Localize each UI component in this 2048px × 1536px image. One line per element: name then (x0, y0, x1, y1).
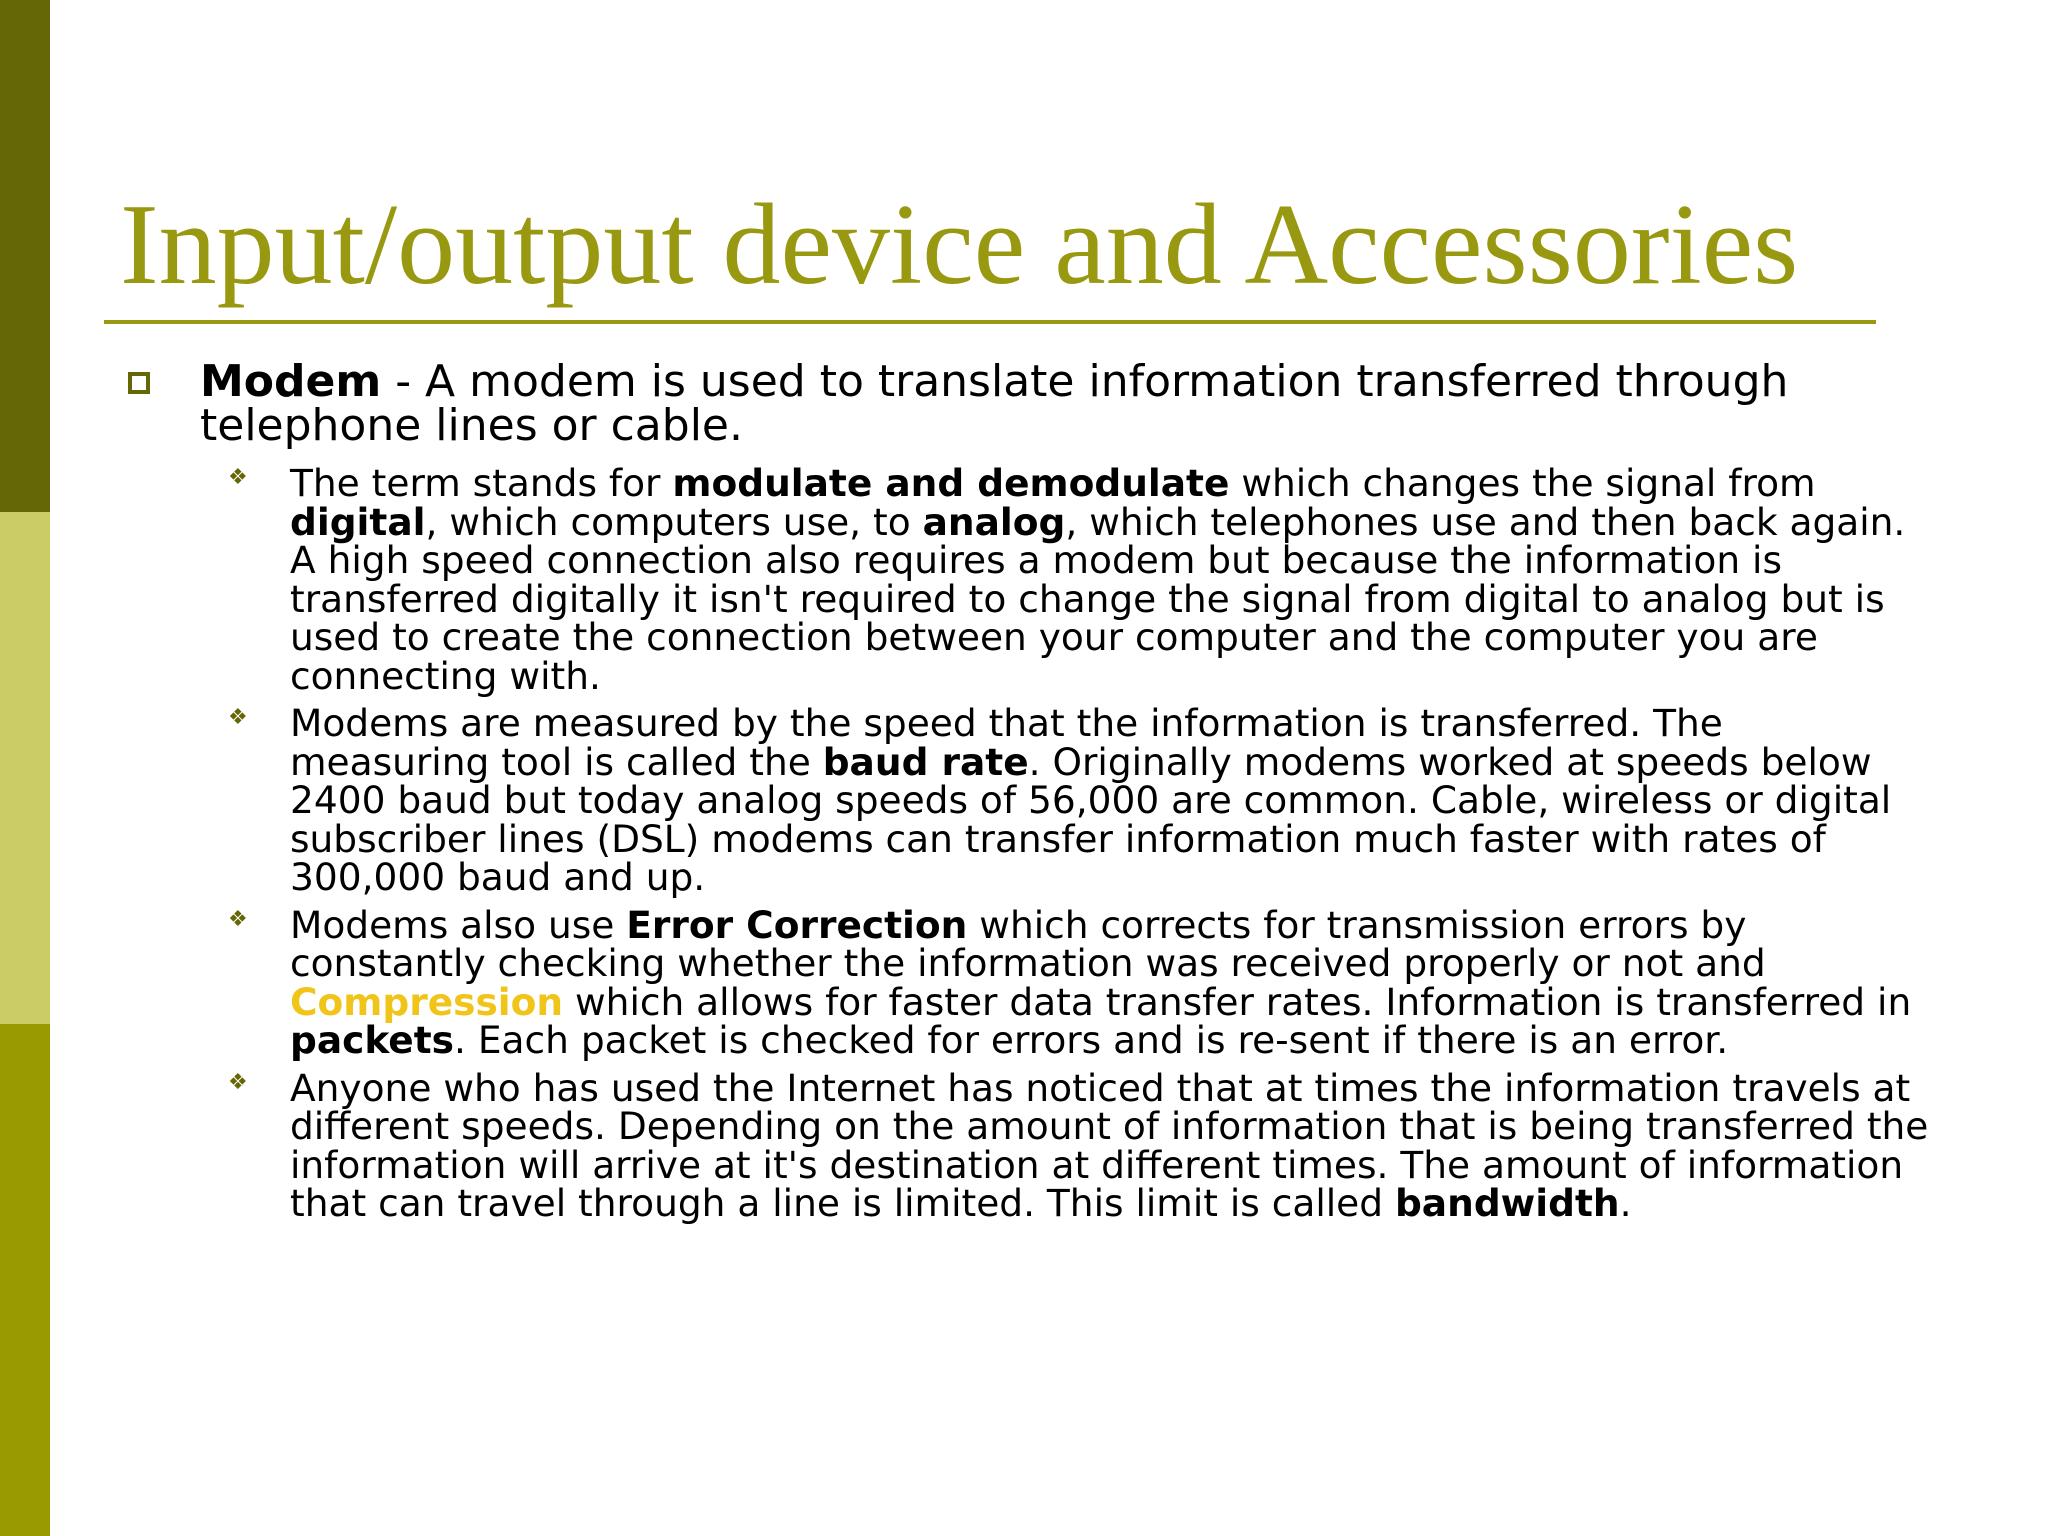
sub-bullet-list (0, 461, 2048, 1225)
hollow-square-bullet-icon (128, 372, 150, 394)
sub-bullet-2 (228, 701, 1930, 899)
sub-bullet-1 (228, 461, 1930, 698)
bold-term: analog (922, 499, 1066, 544)
title-underline (104, 320, 1876, 324)
bold-term: Error Correction (626, 902, 968, 947)
text-segment: Anyone who has used the Internet has noticed that at times the information travels at different speeds. Depending on the amount of information that is being transferred the information will arrive at it's destination at different times. The amount of information that can travel through a line is limited. This limit is called (290, 1065, 1929, 1225)
sub-bullet-4 (228, 1065, 1930, 1225)
main-bullet (200, 356, 1900, 451)
text-segment: , which telephones use and then back again. A high speed connection also requires a modem but because the information is transferred digitally it isn't required to change the signal from digital to analog but is used to create the connection between your computer and the computer you are connecting with. (290, 499, 1906, 698)
text-segment: which allows for faster data transfer rates. Information is transferred in (563, 979, 1912, 1024)
text-segment: . Each packet is checked for errors and is re-sent if there is an error. (454, 1018, 1729, 1062)
bold-term: baud rate (822, 739, 1029, 784)
bold-term: digital (290, 499, 426, 544)
slide-title: Input/output device and Accessories (120, 181, 1799, 309)
text-segment: Modems also use (290, 902, 627, 947)
text-segment: . (1619, 1181, 1632, 1225)
text-segment: , which computers use, to (425, 499, 923, 544)
bold-term: bandwidth (1394, 1181, 1620, 1225)
text-segment: which corrects for transmission errors by constantly checking whether the information was received properly or not and (290, 902, 1766, 985)
highlighted-term: Compression (290, 979, 564, 1024)
diamond-bullet-icon: ❖ (228, 465, 248, 490)
text-segment: . Originally modems worked at speeds below 2400 baud but today analog speeds of 56,000 are common. Cable, wireless or digital subscriber lines (DSL) modems can transfer information much faster with rates of 300,000 baud and up. (290, 739, 1892, 899)
diamond-bullet-icon: ❖ (228, 705, 248, 730)
slide-content (0, 356, 2048, 1232)
diamond-bullet-icon: ❖ (228, 1069, 248, 1095)
text-segment: Modems are measured by the speed that the information is transferred. The measuring tool is called the (290, 701, 1723, 784)
text-segment: which changes the signal from (1229, 461, 1816, 505)
diamond-bullet-icon: ❖ (228, 906, 248, 932)
main-bullet-term: Modem (200, 356, 382, 407)
sub-bullet-3 (228, 902, 1930, 1062)
bold-term: packets (290, 1018, 454, 1062)
bold-term: modulate and demodulate (672, 461, 1230, 505)
main-bullet-text: - A modem is used to translate information transferred through telephone lines or cable. (200, 356, 1789, 451)
text-segment: The term stands for (290, 461, 673, 505)
